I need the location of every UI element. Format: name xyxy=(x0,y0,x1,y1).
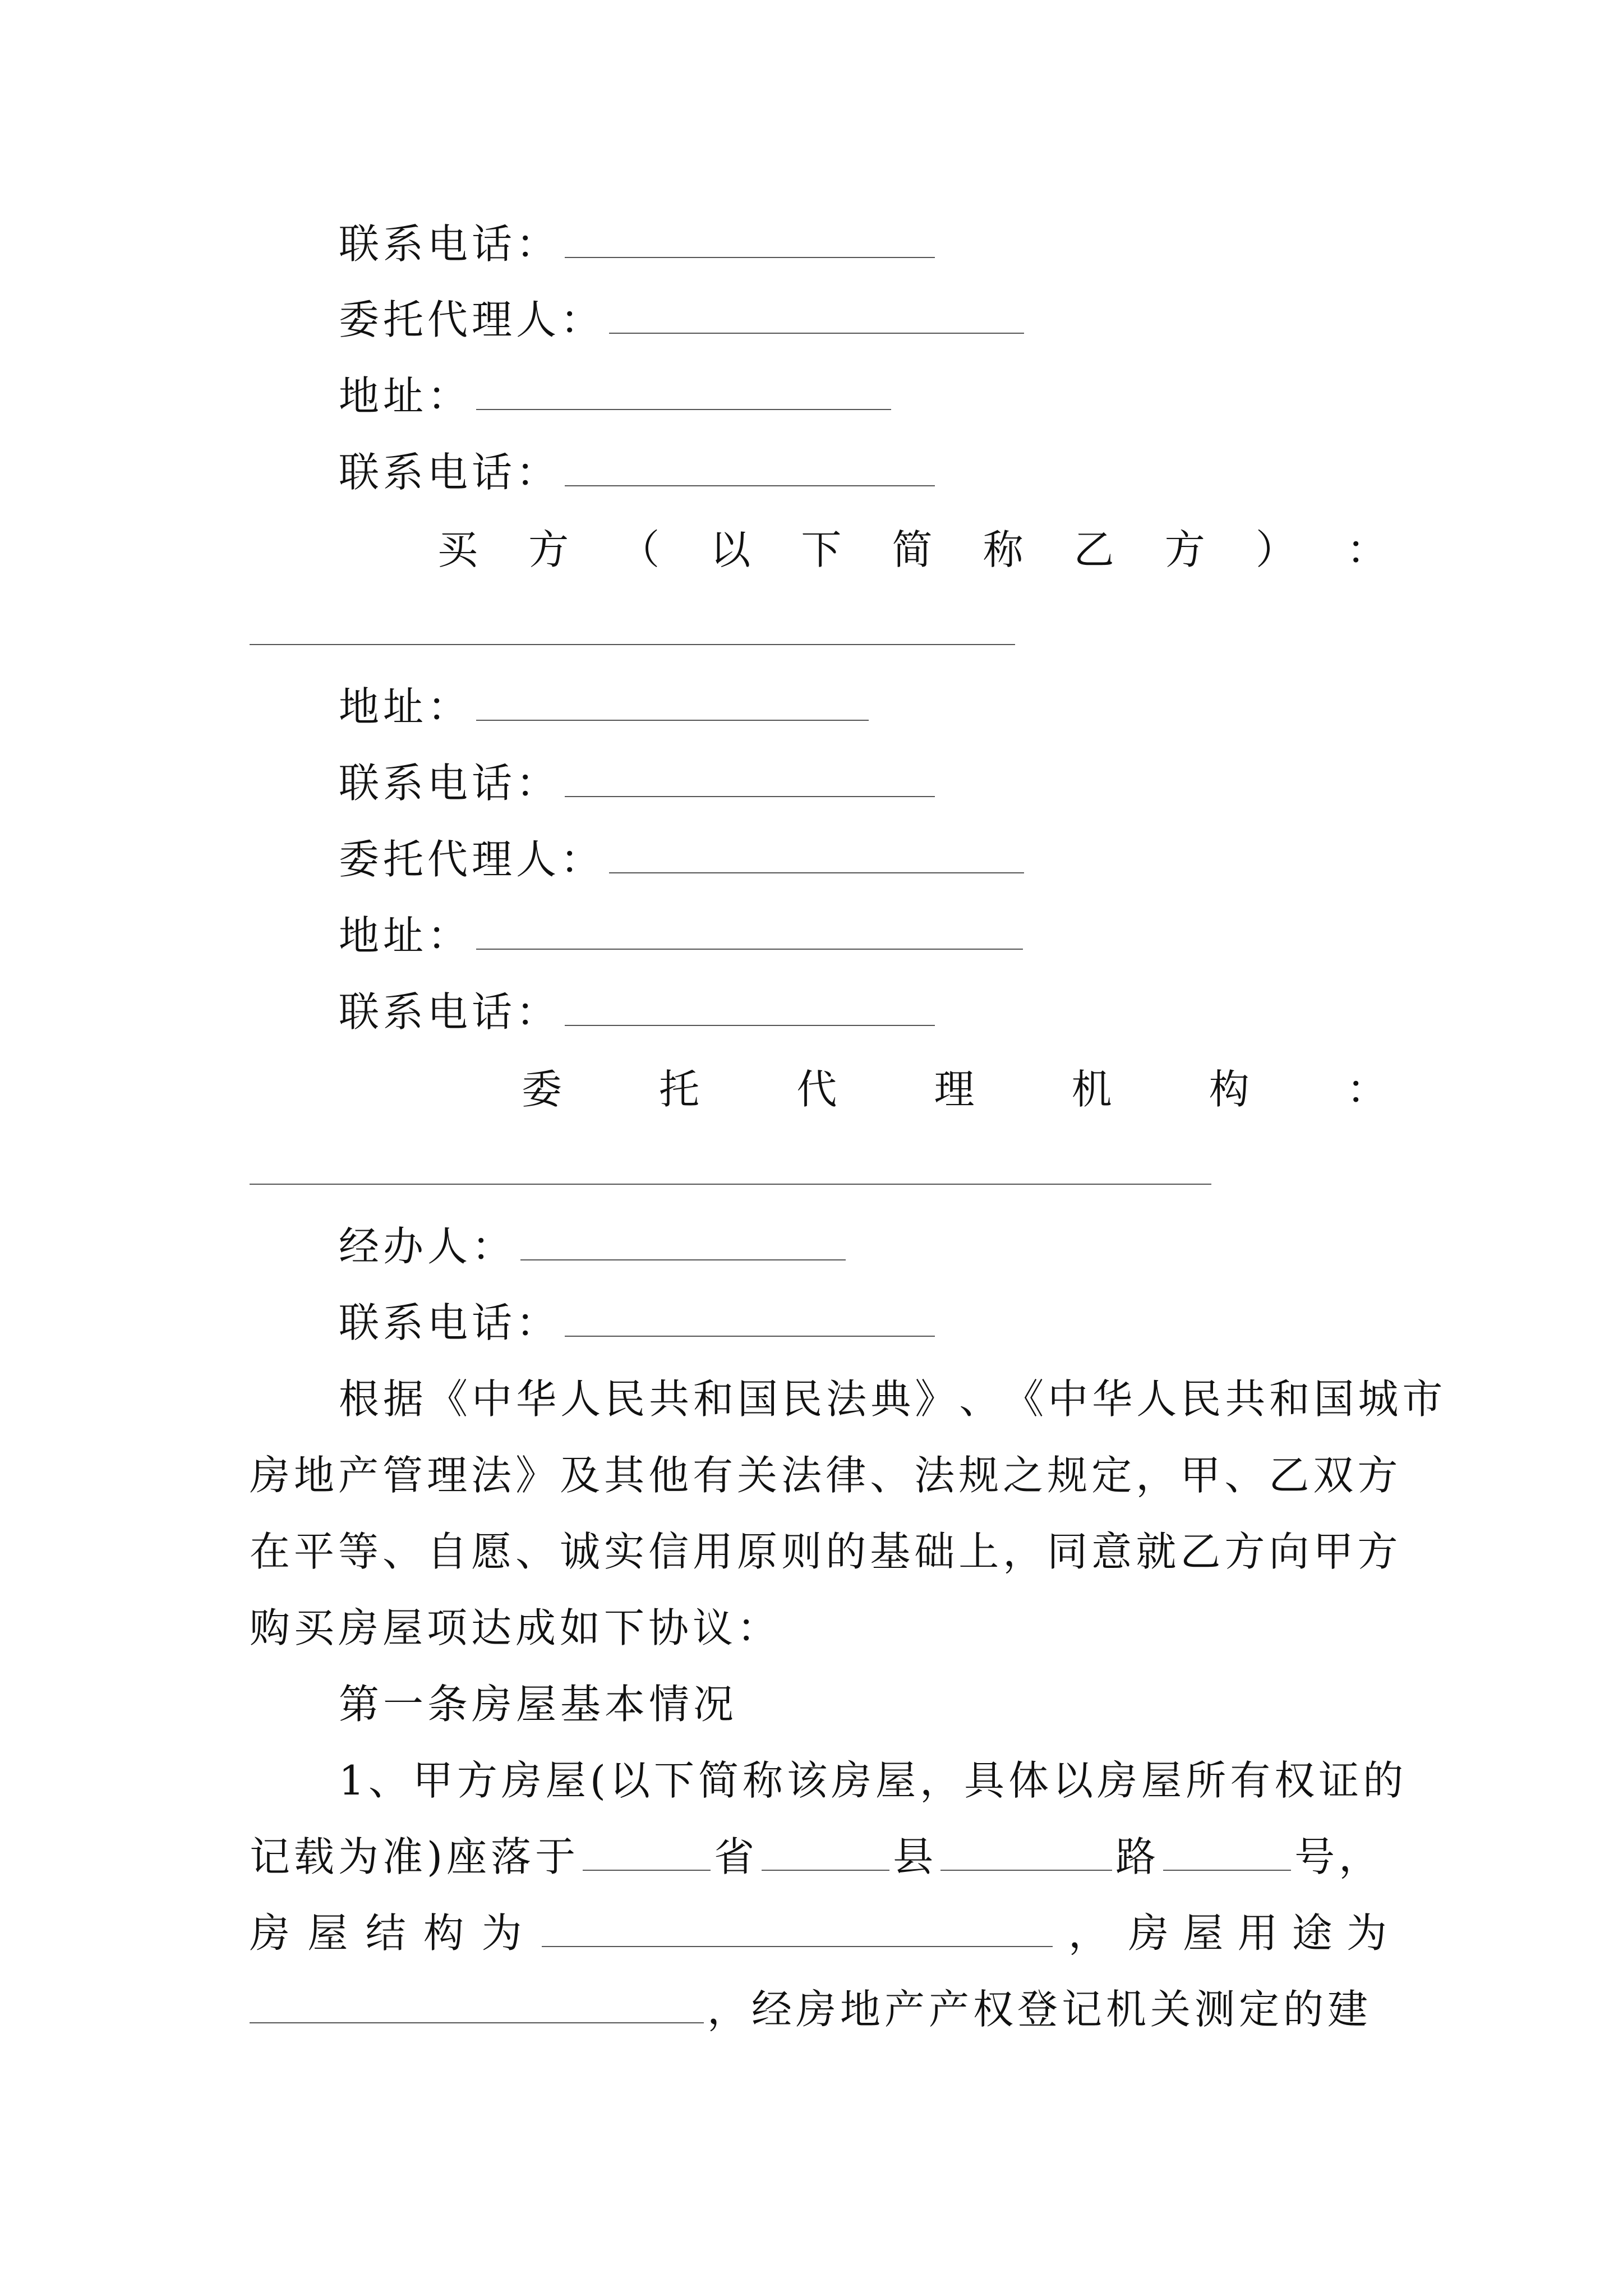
agency-heading-char: 托 xyxy=(659,1066,704,1113)
article-1-item-1-line-1-text xyxy=(339,1757,1408,1804)
text-char: 《 xyxy=(1003,1375,1048,1423)
buyer-phone-blank[interactable] xyxy=(565,796,935,797)
text-char: 具 xyxy=(964,1757,1009,1804)
buyer-heading-char: 下 xyxy=(801,526,846,573)
text-char: 民 xyxy=(782,1375,827,1423)
article-1-usage-row xyxy=(250,1976,1391,2043)
text-char: 权 xyxy=(1274,1757,1319,1804)
text-char: 愿 xyxy=(471,1528,516,1575)
text-char: 民 xyxy=(605,1375,649,1423)
text-char: 产 xyxy=(338,1452,383,1499)
text-char: 屋 xyxy=(1141,1757,1186,1804)
text-char: 甲 xyxy=(412,1757,457,1804)
text-char: 、 xyxy=(959,1375,1004,1423)
usage-label-char: 房 xyxy=(1128,1910,1173,1957)
text-char: 有 xyxy=(693,1452,737,1499)
agency-phone-blank[interactable] xyxy=(565,1336,935,1337)
text-char: 双 xyxy=(1313,1452,1358,1499)
usage-label-char: 途 xyxy=(1292,1910,1336,1957)
text-char: 国 xyxy=(1313,1375,1358,1423)
text-char: 律 xyxy=(826,1452,870,1499)
buyer-heading-char: 乙 xyxy=(1073,526,1118,573)
handler-row xyxy=(339,1213,846,1280)
text-char: 同 xyxy=(1047,1528,1092,1575)
buyer-phone-row xyxy=(339,749,935,817)
text-char: 关 xyxy=(737,1452,782,1499)
area-text: ，经房地产产权登记机关测定的建 xyxy=(707,1986,1372,2033)
text-char: 他 xyxy=(648,1452,693,1499)
text-char: 方 xyxy=(457,1757,501,1804)
text-char: 据 xyxy=(383,1375,428,1423)
structure-comma: ， xyxy=(1068,1910,1113,1957)
text-char: 基 xyxy=(870,1528,915,1575)
agency-heading-char: 代 xyxy=(796,1066,841,1113)
text-char: 方 xyxy=(1357,1528,1402,1575)
text-char: 城 xyxy=(1358,1375,1403,1423)
number-unit: 号， xyxy=(1294,1833,1384,1880)
buyer-agent-phone-label: 联系电话： xyxy=(339,988,561,1036)
structure-blank[interactable] xyxy=(542,1946,1053,1947)
text-char: 以 xyxy=(609,1757,654,1804)
province-unit: 省 xyxy=(714,1833,759,1880)
text-char: 的 xyxy=(1363,1757,1408,1804)
seller-agent-phone-row xyxy=(339,439,935,506)
text-char: 人 xyxy=(560,1375,605,1423)
buyer-heading-char: 以 xyxy=(710,526,755,573)
text-char: 础 xyxy=(914,1528,959,1575)
text-char: 房 xyxy=(501,1757,546,1804)
text-char: 、 xyxy=(382,1528,427,1575)
buyer-heading-char: 称 xyxy=(983,526,1027,573)
handler-blank[interactable] xyxy=(520,1259,846,1260)
agency-phone-row xyxy=(339,1289,935,1356)
buyer-agent-address-row xyxy=(339,902,1023,969)
text-char: 屋 xyxy=(875,1757,920,1804)
seller-phone-blank[interactable] xyxy=(565,257,935,258)
text-char: 就 xyxy=(1136,1528,1181,1575)
text-char: 之 xyxy=(1003,1452,1048,1499)
text-char: 方 xyxy=(1357,1452,1402,1499)
text-char: 平 xyxy=(294,1528,339,1575)
agency-heading-char: 机 xyxy=(1071,1066,1116,1113)
text-char: 所 xyxy=(1186,1757,1230,1804)
text-char: 、 xyxy=(870,1452,915,1499)
text-char: 、 xyxy=(515,1528,560,1575)
text-char: 称 xyxy=(743,1757,787,1804)
agency-heading xyxy=(522,1066,1391,1113)
text-char: 和 xyxy=(1269,1375,1314,1423)
preamble-line-4-text: 购买房屋项达成如下协议： xyxy=(250,1604,782,1651)
text-char: 原 xyxy=(737,1528,782,1575)
text-char: 甲 xyxy=(1180,1452,1225,1499)
article-1-title: 第一条房屋基本情况 xyxy=(339,1681,738,1728)
number-blank[interactable] xyxy=(1163,1870,1291,1871)
buyer-agent-phone-blank[interactable] xyxy=(565,1025,935,1026)
text-char: 甲 xyxy=(1313,1528,1358,1575)
preamble-line-3-text xyxy=(250,1528,1402,1575)
text-char: 下 xyxy=(654,1757,699,1804)
text-char: 市 xyxy=(1402,1375,1447,1423)
text-char: 法 xyxy=(826,1375,871,1423)
handler-label: 经办人： xyxy=(339,1223,517,1270)
text-char: 乙 xyxy=(1180,1528,1225,1575)
text-char: 简 xyxy=(698,1757,743,1804)
article-1-title-row xyxy=(339,1671,737,1738)
text-char: 则 xyxy=(781,1528,826,1575)
structure-label-char: 构 xyxy=(423,1910,468,1957)
buyer-heading-char: 方 xyxy=(528,526,573,573)
road-unit: 路 xyxy=(1115,1833,1160,1880)
buyer-address-blank[interactable] xyxy=(476,720,869,721)
buyer-heading-char: 买 xyxy=(437,526,482,573)
text-char: 华 xyxy=(1092,1375,1137,1423)
preamble-line-3 xyxy=(250,1518,1402,1585)
buyer-address-row xyxy=(339,673,869,740)
seller-agent-label: 委托代理人： xyxy=(339,296,605,343)
road-blank[interactable] xyxy=(940,1870,1112,1871)
preamble-line-1 xyxy=(339,1365,1447,1433)
seller-phone-row xyxy=(339,210,935,278)
seller-agent-address-row xyxy=(339,362,891,430)
buyer-address-label: 地址： xyxy=(339,683,472,730)
agency-heading-char: 委 xyxy=(522,1066,566,1113)
text-char: 有 xyxy=(1230,1757,1275,1804)
agency-heading-row xyxy=(522,1056,1391,1123)
usage-blank[interactable] xyxy=(250,2022,704,2023)
text-char: 定 xyxy=(1091,1452,1136,1499)
text-char: 及 xyxy=(560,1452,605,1499)
text-char: 房 xyxy=(250,1452,294,1499)
text-char: 华 xyxy=(516,1375,561,1423)
text-char: 共 xyxy=(1225,1375,1270,1423)
text-char: 》 xyxy=(915,1375,960,1423)
county-unit: 县 xyxy=(893,1833,938,1880)
buyer-agent-address-blank[interactable] xyxy=(476,949,1023,950)
seller-agent-row xyxy=(339,286,1024,353)
text-char: 向 xyxy=(1269,1528,1313,1575)
buyer-heading xyxy=(437,526,1391,573)
text-char: 上 xyxy=(958,1528,1003,1575)
structure-label-char: 结 xyxy=(365,1910,410,1957)
text-char: 用 xyxy=(693,1528,737,1575)
text-char: ， xyxy=(1003,1528,1048,1575)
text-char: 地 xyxy=(294,1452,339,1499)
text-char: 》 xyxy=(515,1452,560,1499)
usage-label-char: 为 xyxy=(1346,1910,1391,1957)
text-char: 法 xyxy=(471,1452,516,1499)
text-char: 体 xyxy=(1008,1757,1053,1804)
agency-heading-char: 理 xyxy=(934,1066,979,1113)
text-char: 、 xyxy=(1224,1452,1269,1499)
province-blank[interactable] xyxy=(583,1870,711,1871)
seller-agent-address-blank[interactable] xyxy=(476,409,891,410)
usage-label xyxy=(1128,1910,1391,1957)
article-1-structure-row xyxy=(250,1899,1391,1967)
buyer-heading-char: ： xyxy=(1346,526,1391,573)
text-char: 人 xyxy=(1136,1375,1181,1423)
text-char: 诚 xyxy=(560,1528,605,1575)
preamble-line-4 xyxy=(250,1594,781,1662)
text-char: 等 xyxy=(338,1528,383,1575)
text-char: 共 xyxy=(649,1375,694,1423)
text-char: 1 xyxy=(339,1757,368,1804)
buyer-phone-label: 联系电话： xyxy=(339,760,561,807)
text-char: 法 xyxy=(914,1452,959,1499)
text-char: 中 xyxy=(472,1375,517,1423)
buyer-heading-char: （ xyxy=(619,526,664,573)
usage-label-char: 用 xyxy=(1237,1910,1282,1957)
text-char: 规 xyxy=(1047,1452,1092,1499)
preamble-line-2 xyxy=(250,1442,1402,1509)
text-char: 中 xyxy=(1048,1375,1092,1423)
text-char: 在 xyxy=(250,1528,294,1575)
buyer-heading-char: ） xyxy=(1255,526,1300,573)
structure-label-char: 屋 xyxy=(307,1910,352,1957)
agency-name-blank[interactable] xyxy=(250,1184,1211,1185)
text-char: ， xyxy=(1136,1452,1181,1499)
text-char: 和 xyxy=(693,1375,738,1423)
seller-agent-phone-label: 联系电话： xyxy=(339,449,561,496)
buyer-agent-address-label: 地址： xyxy=(339,912,472,959)
buyer-heading-char: 简 xyxy=(892,526,937,573)
buyer-agent-row xyxy=(339,826,1024,893)
text-char: 信 xyxy=(648,1528,693,1575)
text-char: 管 xyxy=(382,1452,427,1499)
text-char: 方 xyxy=(1224,1528,1269,1575)
county-blank[interactable] xyxy=(762,1870,889,1871)
text-char: 屋 xyxy=(545,1757,590,1804)
agency-heading-char: 构 xyxy=(1209,1066,1253,1113)
text-char: 以 xyxy=(1053,1757,1098,1804)
agency-heading-char: ： xyxy=(1346,1066,1391,1113)
text-char: 房 xyxy=(1097,1757,1142,1804)
seller-agent-blank[interactable] xyxy=(609,333,1024,334)
text-char: 房 xyxy=(831,1757,876,1804)
seller-phone-label: 联系电话： xyxy=(339,220,561,268)
buyer-agent-phone-row xyxy=(339,978,935,1046)
text-char: 其 xyxy=(604,1452,649,1499)
text-char: 该 xyxy=(787,1757,832,1804)
text-char: 、 xyxy=(368,1757,413,1804)
usage-label-char: 屋 xyxy=(1183,1910,1228,1957)
preamble-line-1-text xyxy=(339,1375,1447,1423)
buyer-heading-char: 方 xyxy=(1164,526,1209,573)
text-char: 意 xyxy=(1091,1528,1136,1575)
article-1-item-1-line-1 xyxy=(339,1747,1408,1814)
structure-label-char: 房 xyxy=(250,1910,294,1957)
article-1-location-row xyxy=(250,1823,1391,1890)
text-char: 典 xyxy=(870,1375,915,1423)
buyer-name-blank[interactable] xyxy=(250,644,1015,645)
text-char: 理 xyxy=(427,1452,472,1499)
text-char: ( xyxy=(589,1757,610,1804)
agency-phone-label: 联系电话： xyxy=(339,1299,561,1346)
seller-agent-phone-blank[interactable] xyxy=(565,485,935,486)
buyer-agent-label: 委托代理人： xyxy=(339,836,605,883)
text-char: 自 xyxy=(427,1528,472,1575)
buyer-heading-row xyxy=(437,516,1391,583)
text-char: 国 xyxy=(737,1375,782,1423)
location-prefix: 记载为准)座落于 xyxy=(250,1833,580,1880)
text-char: 的 xyxy=(826,1528,870,1575)
text-char: 《 xyxy=(427,1375,472,1423)
text-char: 根 xyxy=(339,1375,384,1423)
structure-label xyxy=(250,1910,526,1957)
text-char: 实 xyxy=(604,1528,649,1575)
structure-label-char: 为 xyxy=(481,1910,526,1957)
preamble-line-2-text xyxy=(250,1452,1402,1499)
text-char: 法 xyxy=(781,1452,826,1499)
text-char: ， xyxy=(920,1757,965,1804)
text-char: 乙 xyxy=(1269,1452,1313,1499)
seller-agent-address-label: 地址： xyxy=(339,372,472,420)
text-char: 规 xyxy=(958,1452,1003,1499)
text-char: 民 xyxy=(1181,1375,1225,1423)
text-char: 证 xyxy=(1318,1757,1363,1804)
buyer-agent-blank[interactable] xyxy=(609,872,1024,873)
